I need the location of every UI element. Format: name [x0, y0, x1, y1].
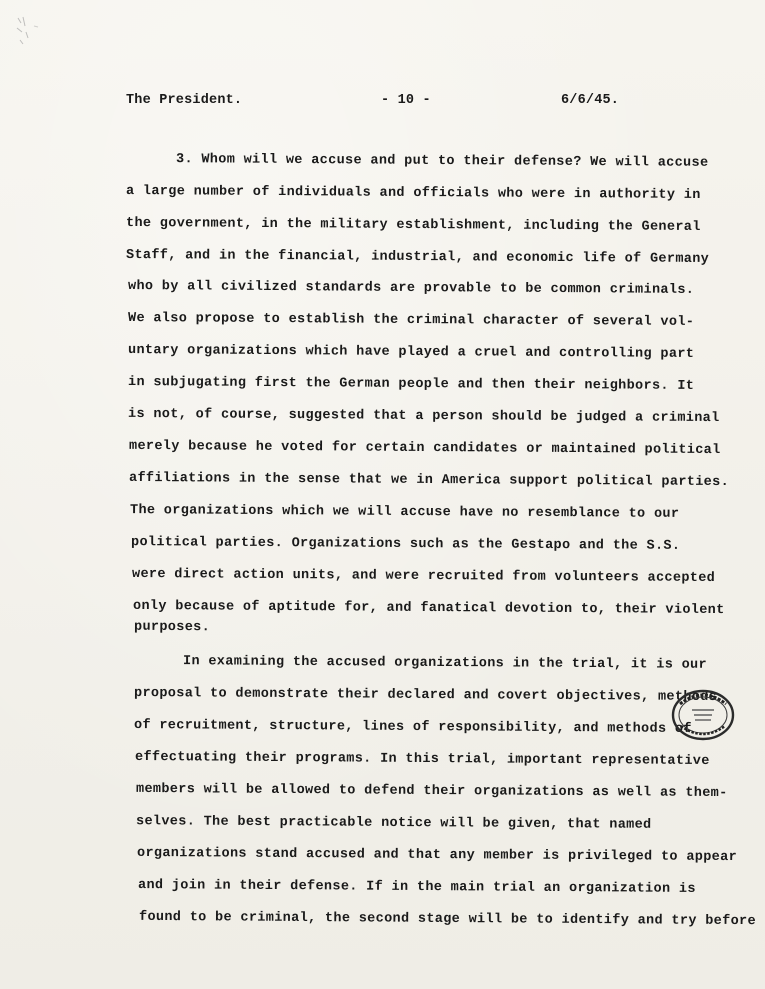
body-line: In examining the accused organizations in the trial, it is our: [182, 654, 708, 673]
body-line: political parties. Organizations such as the Gestapo and the S.S.: [130, 535, 681, 554]
body-line: purposes.: [133, 619, 211, 636]
document-date: 6/6/45.: [561, 93, 620, 108]
body-line: only because of aptitude for, and fanatical devotion to, their violent: [132, 598, 725, 619]
body-line: organizations stand accused and that any member is privileged to appear: [136, 845, 738, 866]
body-line: is not, of course, suggested that a person should be judged a criminal: [127, 406, 720, 427]
body-line: affiliations in the sense that we in America support political parties.: [128, 470, 730, 491]
body-line: a large number of individuals and officials who were in authority in: [125, 183, 701, 204]
body-line: We also propose to establish the criminal character of several vol-: [127, 311, 695, 330]
archive-stamp-seal: [668, 686, 738, 744]
body-line: untary organizations which have played a cruel and controlling part: [127, 343, 695, 362]
body-line: were direct action units, and were recruited from volunteers accepted: [131, 566, 716, 587]
body-line: of recruitment, structure, lines of responsibility, and methods of: [133, 718, 692, 737]
body-line: and join in their defense. If in the main trial an organization is: [137, 878, 696, 897]
page-number: - 10 -: [381, 93, 431, 108]
body-line: merely because he voted for certain candidates or maintained political: [128, 438, 721, 459]
body-line: effectuating their programs. In this trial, important representative: [134, 749, 710, 770]
body-line: Staff, and in the financial, industrial, and economic life of Germany: [125, 247, 710, 268]
body-line: in subjugating first the German people and then their neighbors. It: [127, 375, 695, 394]
body-line: proposal to demonstrate their declared and covert objectives, methods: [133, 685, 718, 706]
body-line: the government, in the military establishment, including the General: [125, 215, 701, 236]
paper-speck-mark: [14, 14, 44, 64]
body-line: The organizations which we will accuse have no resemblance to our: [129, 503, 680, 522]
recipient-heading: The President.: [126, 93, 243, 108]
body-line: who by all civilized standards are provable to be common criminals.: [127, 279, 695, 298]
body-line: members will be allowed to defend their organizations as well as them-: [135, 781, 728, 802]
body-line: 3. Whom will we accuse and put to their defense? We will accuse: [175, 152, 709, 171]
body-line: selves. The best practicable notice will be given, that named: [135, 814, 652, 833]
body-line: found to be criminal, the second stage will be to identify and try before: [138, 909, 757, 930]
